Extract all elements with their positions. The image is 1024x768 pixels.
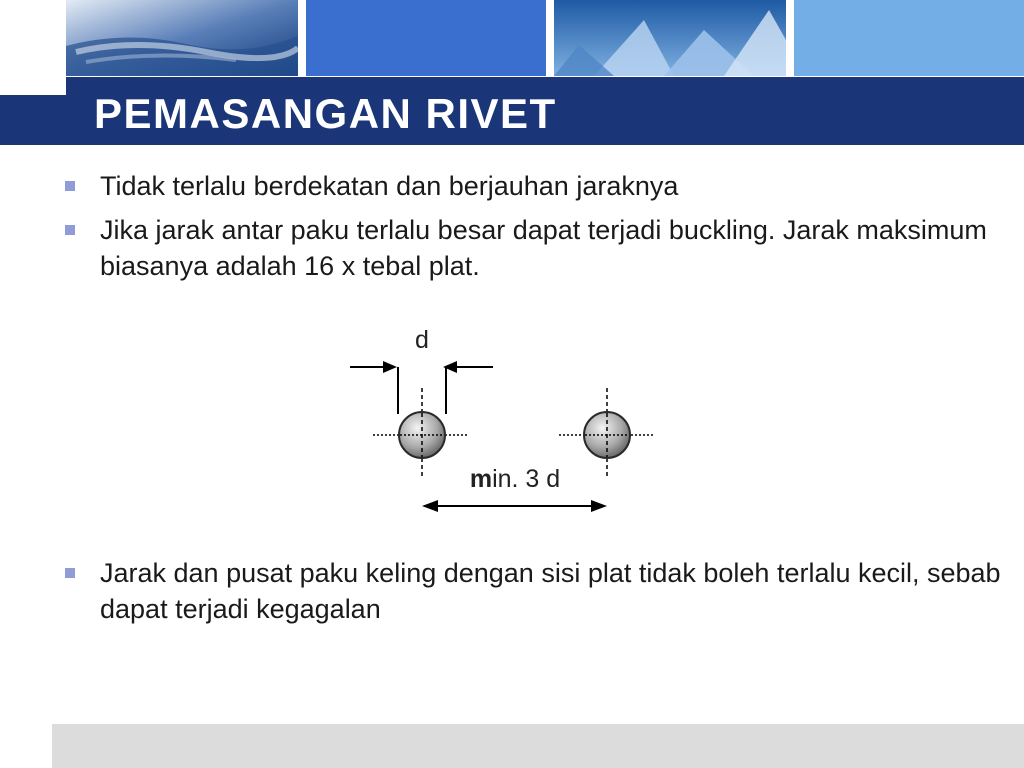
header-panel-blue [306,0,546,76]
slide-title: PEMASANGAN RIVET [94,90,557,137]
bullet-square-icon [65,181,75,191]
spacing-label: min. 3 d [469,465,561,493]
bullet-square-icon [65,225,75,235]
bullet-list-bottom [62,555,1002,627]
bullet-item [62,212,1002,284]
bullet-text: Jarak dan pusat paku keling dengan sisi plat tidak boleh terlalu kecil, sebab dapat terjadi kegagalan [100,558,1001,624]
diameter-label: d [415,326,429,354]
header-panel-lightblue [794,0,1024,76]
bullet-text: Tidak terlalu berdekatan dan berjauhan jaraknya [100,171,679,201]
header-photo-buildings [554,0,786,76]
title-band-notch [0,77,66,95]
bullet-item [62,168,1002,204]
diameter-dimension [350,326,493,414]
bullet-list-top [62,168,1002,284]
rivet-left [373,388,469,478]
bullet-item [62,555,1002,627]
rivet-spacing-diagram [345,320,665,525]
spacing-dimension-arrow [422,500,607,512]
rivet-right [559,388,655,478]
bullet-square-icon [65,568,75,578]
footer-bar [52,724,1024,768]
header-photo-keyboard [66,0,298,76]
bullet-text: Jika jarak antar paku terlalu besar dapat terjadi buckling. Jarak maksimum biasanya adalah 16 x tebal plat. [100,215,987,281]
